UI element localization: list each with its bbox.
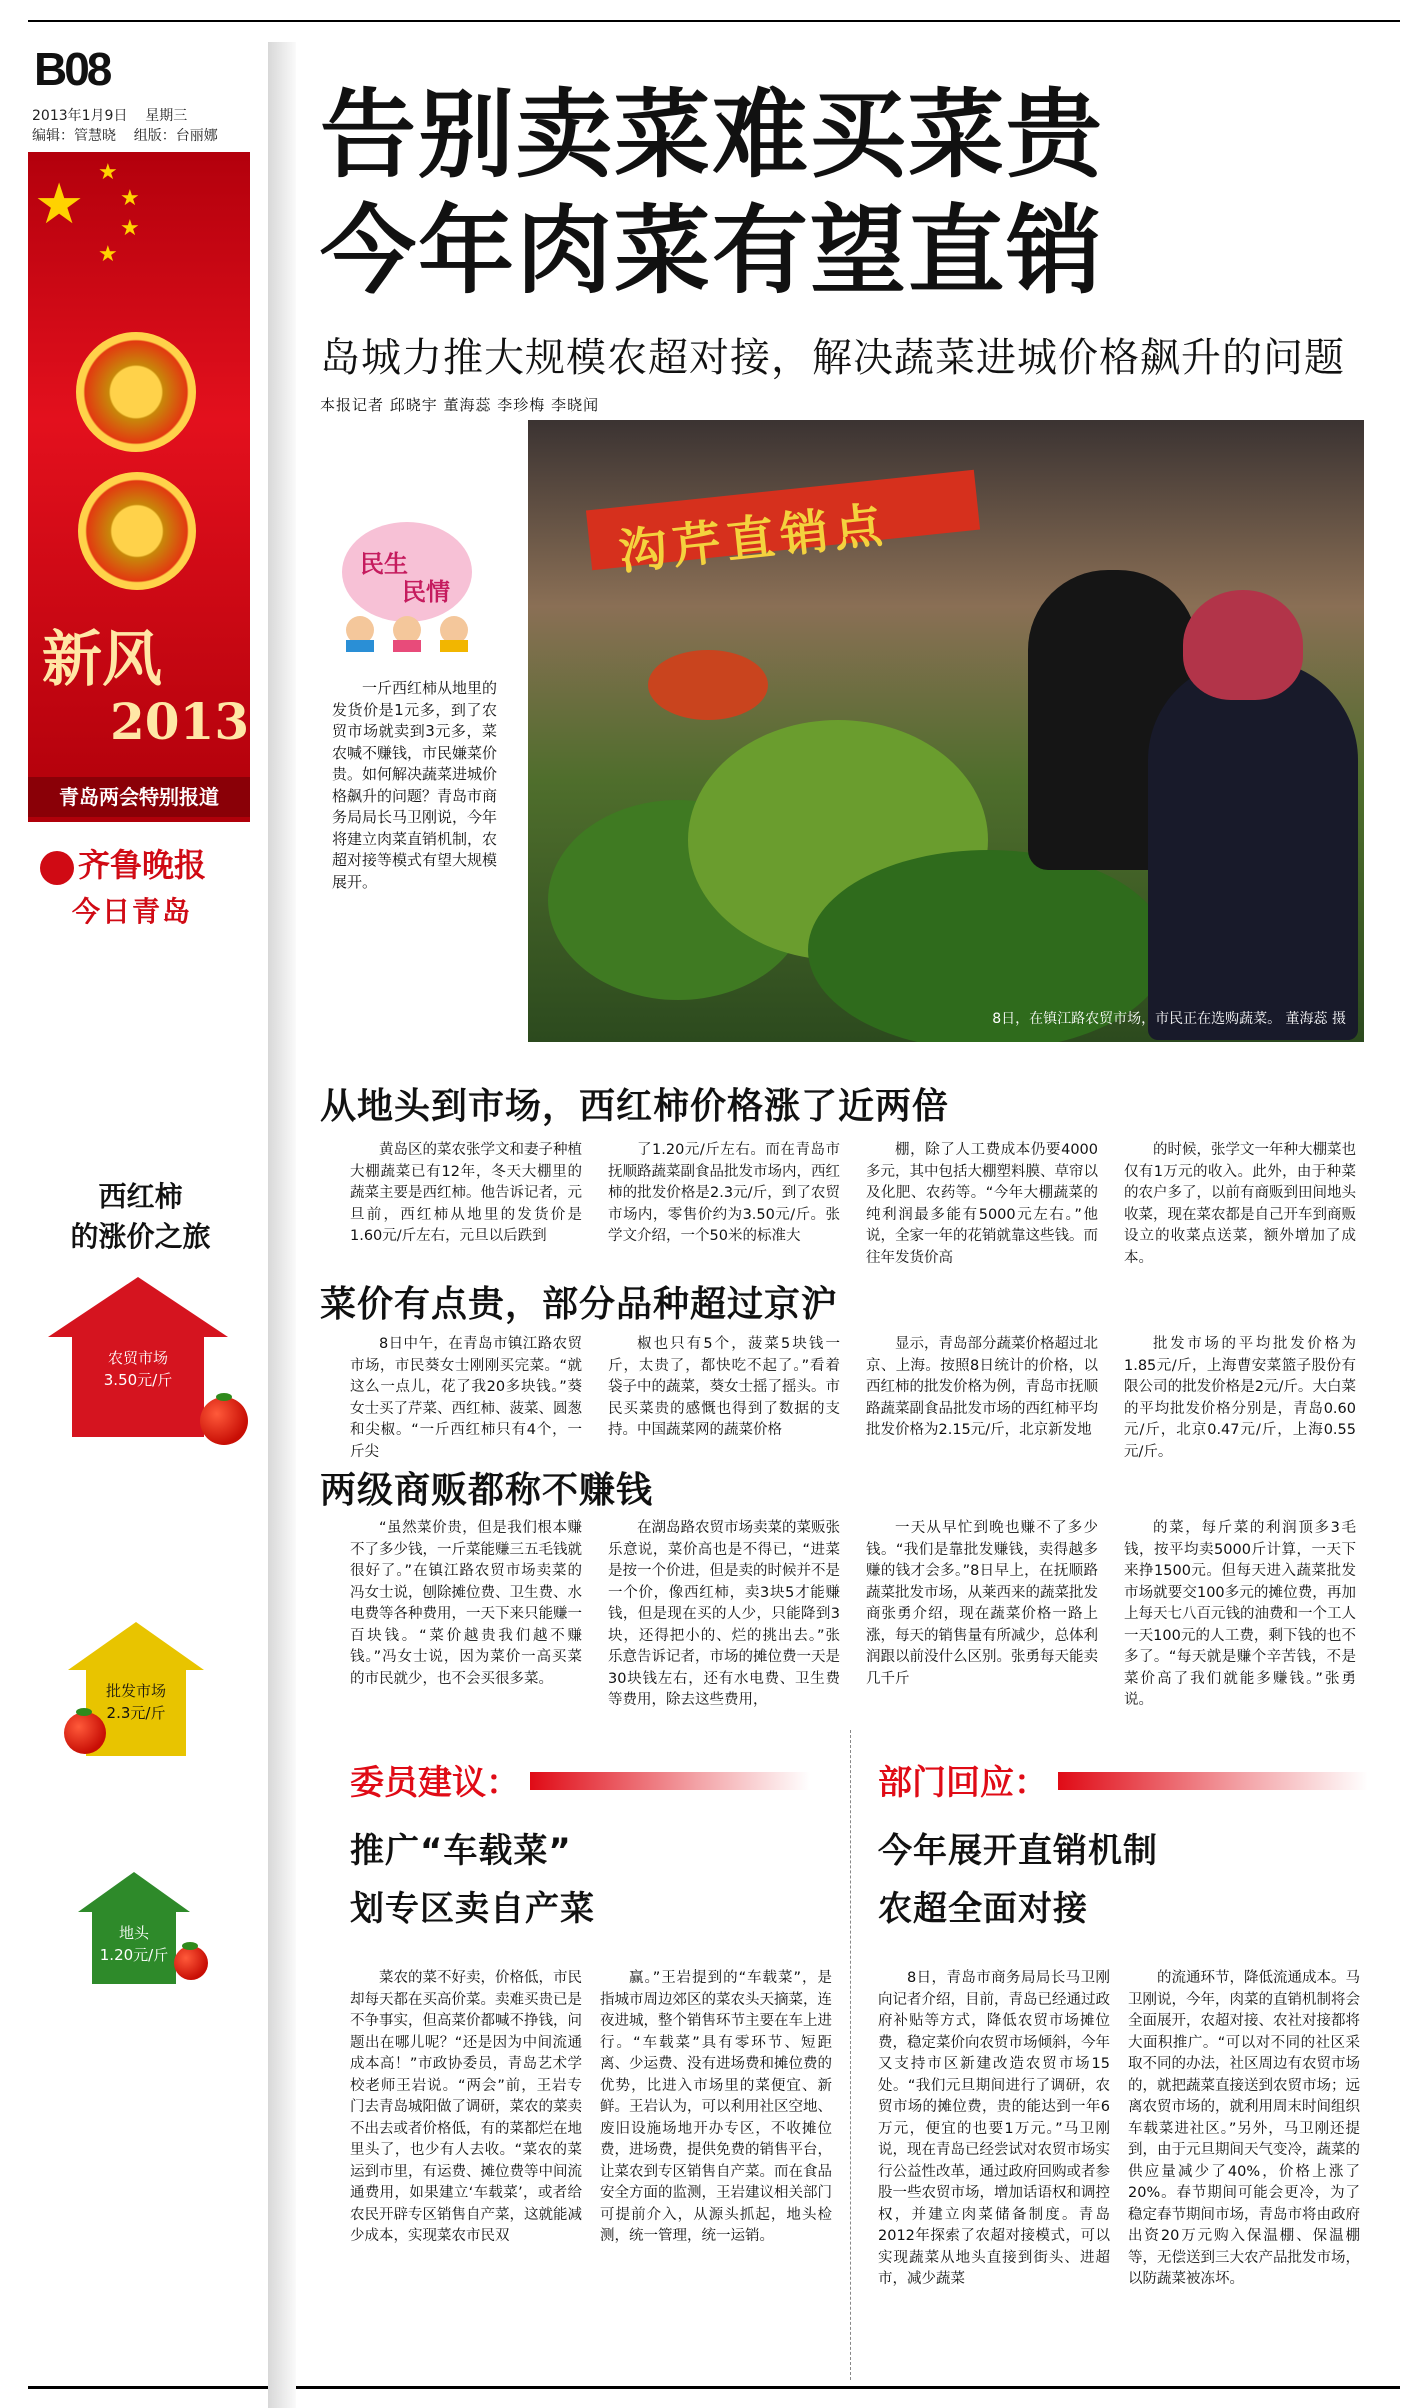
column-text: 的菜，每斤菜的利润顶多3毛钱，按平均卖5000斤计算，一天下来挣1500元。但每天进入蔬菜批发市场就要交100多元的摊位费，再加上每天七八百元钱的油费和一个工人一天100元的人工费，剩下钱的也不多了。“每天就是赚个辛苦钱，不是菜价高了我们就能多赚钱。”张勇说。	[1124, 1520, 1356, 1708]
bottom-rule	[28, 2386, 1400, 2389]
right-headline-line1: 今年展开直销机制	[878, 1831, 1158, 1871]
tomato-icon	[64, 1712, 106, 1754]
market-photo	[528, 420, 1364, 1042]
editor-text: 编辑：管慧晓 组版：台丽娜	[32, 128, 218, 144]
paper-name: 齐鲁晚报	[78, 846, 207, 884]
column-text: 显示，青岛部分蔬菜价格超过北京、上海。按照8日统计的价格，以西红柿的批发价格为例，青岛市抚顺路蔬菜副食品批发市场的西红柿平均批发价格为2.15元/斤，北京新发地	[866, 1336, 1098, 1438]
price-value: 3.50元/斤	[103, 1371, 173, 1389]
left-headline-line2: 划专区卖自产菜	[350, 1889, 595, 1929]
price-value: 2.3元/斤	[106, 1704, 166, 1722]
price-label: 农贸市场	[107, 1349, 168, 1367]
special-report-banner	[28, 152, 250, 822]
house-roof	[48, 1277, 228, 1337]
right-columns	[878, 1968, 1360, 2291]
column-text: 赢。”王岩提到的“车载菜”，是指城市周边郊区的菜农头天摘菜，连夜进城，整个销售环节主要在车上进行。“车载菜”具有零环节、短距离、少运费、没有进场费和摊位费的优势，比进入市场里的菜便宜、新鲜。王岩认为，可以利用社区空地、废旧设施场地开办专区，不收摊位费，进场费，提供免费的销售平台，让菜农到专区销售自产菜。而在食品安全方面的监测，王岩建议相关部门可提前介入，从源头抓起，地头检测，统一管理，统一运销。	[600, 1970, 832, 2244]
column-text: 菜农的菜不好卖，价格低，市民却每天都在买高价菜。卖难买贵已是不争事实，但高菜价都喊不挣钱，问题出在哪儿呢？“还是因为中间流通成本高！”市政协委员，青岛艺术学校老师王岩说。“两会”前，王岩专门去青岛城阳做了调研，菜农的菜卖不出去或者价格低，有的菜都烂在地里头了，也少有人去收。“菜农的菜运到市里，有运费、摊位费等中间流通费用，如果建立‘车载菜’，或者给农民开辟专区销售自产菜，这就能减少成本，实现菜农市民双	[350, 1970, 582, 2244]
byline: 本报记者 邱晓宇 董海蕊 李珍梅 李晓闻	[320, 396, 600, 414]
left-headline-line1: 推广“车载菜”	[350, 1831, 572, 1871]
house-roof	[78, 1872, 190, 1912]
red-accent-bar	[1058, 1772, 1368, 1790]
cartoon-kids-icon	[332, 612, 482, 652]
column-text: 批发市场的平均批发价格为1.85元/斤，上海曹安菜篮子股份有限公司的批发价格是2元/斤。大白菜的平均批发价格分别是，青岛0.60元/斤，北京0.47元/斤，上海0.55元/斤。	[1124, 1336, 1356, 1460]
date-text: 2013年1月9日 星期三	[32, 108, 188, 124]
dateline	[32, 106, 218, 146]
section-title-3: 两级商贩都称不赚钱	[320, 1470, 654, 1511]
column-text: 了1.20元/斤左右。而在青岛市抚顺路蔬菜副食品批发市场内，西红柿的批发价格是2.3元/斤，到了农贸市场内，零售价约为3.50元/斤。张学文介绍，一个50米的标准大	[608, 1142, 840, 1244]
red-accent-bar	[530, 1772, 810, 1790]
small-star-icon: ★	[98, 242, 118, 267]
tomato-pile	[648, 650, 768, 720]
house-roof	[68, 1622, 204, 1670]
column-text: 8日，青岛市商务局局长马卫刚向记者介绍，目前，青岛已经通过政府补贴等方式，降低农贸市场摊位费，稳定菜价向农贸市场倾斜，今年又支持市区新建改造农贸市场15处。“我们元旦期间进行了调研，农贸市场的摊位费，贵的能达到一年6万元，便宜的也要1万元。”马卫刚说，现在青岛已经尝试对农贸市场实行公益性改革，通过政府回购或者参股一些农贸市场，增加话语权和调控权，并建立肉菜储备制度。青岛2012年探索了农超对接模式，可以实现蔬菜从地头直接到街头、进超市，减少蔬菜	[878, 1970, 1110, 2287]
section-2-columns	[350, 1334, 1360, 1463]
price-house-field	[78, 1872, 258, 1984]
price-house-wholesale	[68, 1622, 248, 1756]
left-sidebar	[28, 22, 253, 2384]
paper-section: 今日青岛	[72, 895, 193, 928]
photo-caption: 8日，在镇江路农贸市场，市民正在选购蔬菜。 董海蕊 摄	[992, 1011, 1346, 1027]
small-star-icon: ★	[120, 186, 140, 211]
subheadline: 岛城力推大规模农超对接，解决蔬菜进城价格飙升的问题	[320, 335, 1345, 381]
sidebar-shadow	[268, 42, 296, 2408]
right-headline-line2: 农超全面对接	[878, 1889, 1088, 1929]
price-label: 批发市场	[105, 1682, 166, 1700]
house-body	[72, 1337, 204, 1437]
column-text: 棚，除了人工费成本仍要4000多元，其中包括大棚塑料膜、草帘以及化肥、农药等。“今年大棚蔬菜的纯利润最多能有5000元左右。”他说，全家一年的花销就靠这些钱。而往年发货价高	[866, 1142, 1098, 1266]
tomato-leaf	[182, 1942, 198, 1950]
column-text: 的时候，张学文一年种大棚菜也仅有1万元的收入。此外，由于种菜的农户多了，以前有商贩到田间地头收菜，现在菜农都是自己开车到商贩设立的收菜点送菜，额外增加了成本。	[1124, 1142, 1356, 1266]
column-text: 椒也只有5个，菠菜5块钱一斤，太贵了，都快吃不起了。”看着袋子中的蔬菜，葵女士摇了摇头。市民买菜贵的感慨也得到了数据的支持。中国蔬菜网的蔬菜价格	[608, 1336, 840, 1438]
price-value: 1.20元/斤	[99, 1946, 169, 1964]
column-text: 在湖岛路农贸市场卖菜的菜贩张乐意说，菜价高也是不得已，“进菜是按一个价进，但是卖的时候并不是一个价，像西红柿，卖3块5才能赚钱，但是现在买的人少，只能降到3块，还得把小的、烂的挑出去。”张乐意告诉记者，市场的摊位费一天是30块钱左右，还有水电费、卫生费等费用，除去这些费用，	[608, 1520, 840, 1708]
photo-banner-text: 沟芹直销点	[616, 497, 891, 581]
left-headline	[350, 1822, 595, 1938]
tomato-title-line2: 的涨价之旅	[70, 1220, 211, 1253]
shopper-figure	[1148, 660, 1358, 1040]
tomato-leaf	[76, 1708, 92, 1716]
logo-word-1: 民生	[360, 550, 408, 578]
column-text: 一天从早忙到晚也赚不了多少钱。“我们是靠批发赚钱，卖得越多赚的钱才会多。”8日早上，在抚顺路蔬菜批发市场，从莱西来的蔬菜批发商张勇介绍，现在蔬菜价格一路上涨，每天的销售量有所减少，总体利润跟以前没什么区别。张勇每天能卖几千斤	[866, 1520, 1098, 1687]
house-body	[92, 1912, 176, 1984]
banner-strip: 青岛两会特别报道	[28, 777, 250, 817]
knit-hat	[1183, 590, 1303, 700]
small-star-icon: ★	[120, 216, 140, 241]
column-text: 黄岛区的菜农张学文和妻子种植大棚蔬菜已有12年，冬天大棚里的蔬菜主要是西红柿。他告诉记者，元旦前，西红柿从地里的发货价是1.60元/斤左右，元旦以后跌到	[350, 1142, 582, 1244]
section-title-2: 菜价有点贵，部分品种超过京沪	[320, 1284, 839, 1325]
section-3-columns	[350, 1518, 1360, 1712]
column-text: 的流通环节，降低流通成本。马卫刚说，今年，肉菜的直销机制将会全面展开，农超对接、农社对接都将大面积推广。“可以对不同的社区采取不同的办法，社区周边有农贸市场的，就把蔬菜直接送到农贸市场；远离农贸市场的，就利用周末时间组织车载菜进社区。”另外，马卫刚还提到，由于元旦期间天气变冷，蔬菜的供应量减少了40%，价格上涨了20%。春节期间可能会更冷，为了稳定春节期间市场，青岛市将由政府出资20万元购入保温棚、保温棚等，无偿送到三大农产品批发市场，以防蔬菜被冻坏。	[1128, 1970, 1360, 2287]
paper-logo	[40, 840, 206, 886]
small-star-icon: ★	[98, 160, 118, 185]
section-1-columns	[350, 1140, 1360, 1269]
section-title-1: 从地头到市场，西红柿价格涨了近两倍	[320, 1086, 950, 1127]
big-star-icon: ★	[34, 172, 85, 237]
banner-year: 2013	[110, 692, 250, 751]
headline-line2: 今年肉菜有望直销	[320, 195, 1104, 307]
page-number: B08	[34, 43, 110, 95]
paper-logo-icon	[40, 851, 74, 885]
tomato-leaf	[216, 1393, 232, 1401]
headline-line1: 告别卖菜难买菜贵	[320, 79, 1104, 191]
left-columns	[350, 1968, 832, 2248]
minsheng-logo	[332, 522, 482, 652]
price-house-market	[48, 1277, 228, 1437]
right-headline	[878, 1822, 1158, 1938]
tomato-title-line1: 西红柿	[98, 1180, 183, 1213]
national-emblem-icon	[76, 332, 196, 452]
department-label: 部门回应：	[878, 1763, 1048, 1803]
intro-text: 一斤西红柿从地里的发货价是1元多，到了农贸市场就卖到3元多，菜农喊不赚钱，市民嫌菜价贵。如何解决蔬菜进城价格飙升的问题？青岛市商务局局长马卫刚说，今年将建立肉菜直销机制，农超对接等模式有望大规模展开。	[332, 679, 498, 891]
tomato-journey-title	[28, 1177, 253, 1257]
tomato-icon	[174, 1946, 208, 1980]
cppcc-emblem-icon	[78, 472, 196, 590]
tomato-icon	[200, 1397, 248, 1445]
logo-word-2: 民情	[402, 578, 450, 606]
column-divider	[850, 1730, 851, 2380]
column-text: “虽然菜价贵，但是我们根本赚不了多少钱，一斤菜能赚三五毛钱就很好了。”在镇江路农贸市场卖菜的冯女士说，刨除摊位费、卫生费、水电费等各种费用，一天下来只能赚一百块钱。“菜价越贵我们越不赚钱。”冯女士说，因为菜价一高买菜的市民就少，也不会买很多菜。	[350, 1520, 582, 1687]
banner-title: 新风	[42, 625, 162, 695]
column-text: 8日中午，在青岛市镇江路农贸市场，市民葵女士刚刚买完菜。“就这么一点儿，花了我20多块钱。”葵女士买了芹菜、西红柿、菠菜、圆葱和尖椒。“一斤西红柿只有4个，一斤尖	[350, 1336, 582, 1460]
price-label: 地头	[118, 1924, 149, 1942]
committee-label: 委员建议：	[350, 1763, 520, 1803]
